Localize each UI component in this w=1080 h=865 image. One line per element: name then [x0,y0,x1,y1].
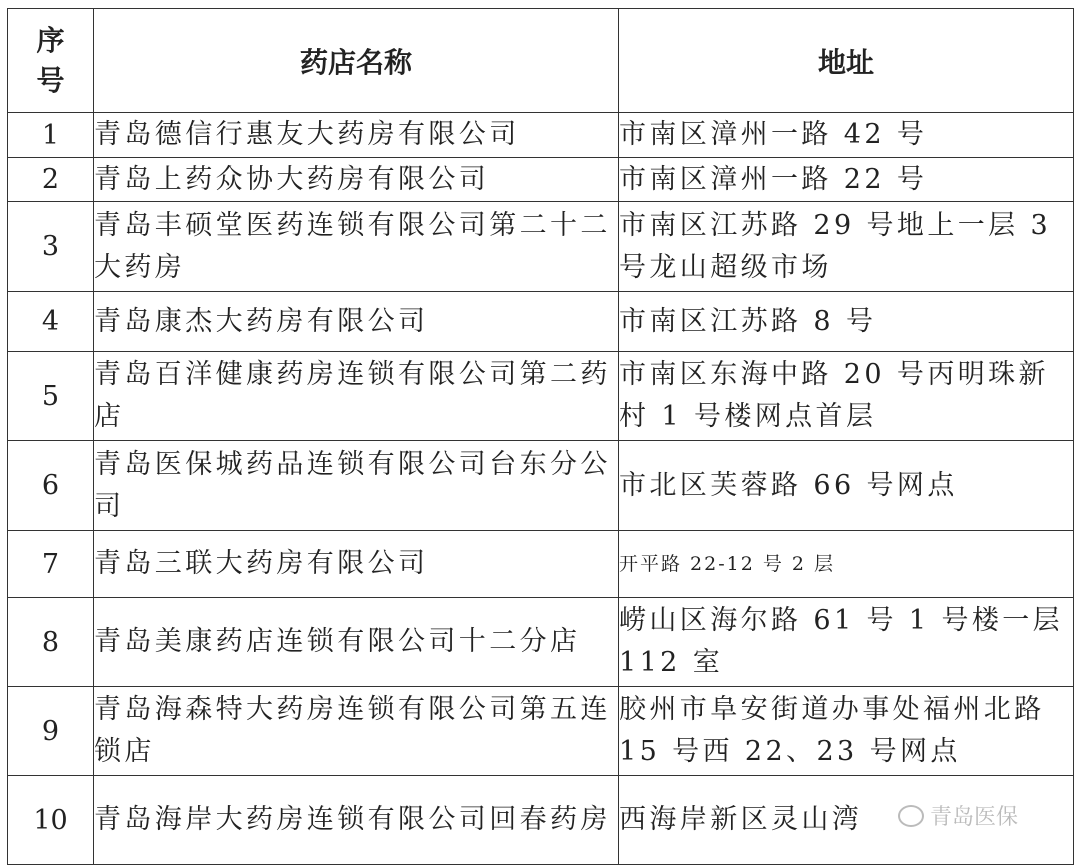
pharmacy-name: 青岛德信行惠友大药房有限公司 [94,113,619,158]
row-index: 3 [8,202,94,292]
pharmacy-name: 青岛海森特大药房连锁有限公司第五连锁店 [94,687,619,776]
table-row [8,441,1074,531]
table-row [8,352,1074,441]
row-index: 5 [8,352,94,441]
header-address: 地址 [619,9,1074,113]
row-index: 10 [8,776,94,865]
row-index: 7 [8,531,94,598]
pharmacy-name: 青岛上药众协大药房有限公司 [94,158,619,202]
table-row [8,687,1074,776]
pharmacy-address: 市南区江苏路 29 号地上一层 3 号龙山超级市场 [619,202,1074,292]
pharmacy-address: 胶州市阜安街道办事处福州北路 15 号西 22、23 号网点 [619,687,1074,776]
pharmacy-name: 青岛医保城药品连锁有限公司台东分公司 [94,441,619,531]
pharmacy-address: 西海岸新区灵山湾 [619,776,1074,865]
pharmacy-address: 市南区漳州一路 42 号 [619,113,1074,158]
table-row [8,113,1074,158]
pharmacy-table [7,8,1074,865]
table-row [8,598,1074,687]
table-row [8,531,1074,598]
pharmacy-address: 市南区东海中路 20 号丙明珠新村 1 号楼网点首层 [619,352,1074,441]
row-index: 9 [8,687,94,776]
table-row [8,202,1074,292]
row-index: 1 [8,113,94,158]
table-row [8,292,1074,352]
pharmacy-address: 市北区芙蓉路 66 号网点 [619,441,1074,531]
row-index: 8 [8,598,94,687]
pharmacy-name: 青岛百洋健康药房连锁有限公司第二药店 [94,352,619,441]
pharmacy-address: 市南区江苏路 8 号 [619,292,1074,352]
table-row [8,158,1074,202]
watermark-text: 青岛医保 [930,805,1019,830]
header-index: 序 号 [8,9,94,113]
wechat-icon [898,805,924,827]
pharmacy-name: 青岛三联大药房有限公司 [94,531,619,598]
watermark [898,800,1018,831]
row-index: 2 [8,158,94,202]
pharmacy-address: 崂山区海尔路 61 号 1 号楼一层 112 室 [619,598,1074,687]
pharmacy-address: 市南区漳州一路 22 号 [619,158,1074,202]
pharmacy-name: 青岛美康药店连锁有限公司十二分店 [94,598,619,687]
header-row [8,9,1074,113]
row-index: 6 [8,441,94,531]
pharmacy-name: 青岛丰硕堂医药连锁有限公司第二十二大药房 [94,202,619,292]
pharmacy-address: 开平路 22-12 号 2 层 [619,531,1074,598]
pharmacy-name: 青岛海岸大药房连锁有限公司回春药房 [94,776,619,865]
row-index: 4 [8,292,94,352]
pharmacy-name: 青岛康杰大药房有限公司 [94,292,619,352]
header-name: 药店名称 [94,9,619,113]
